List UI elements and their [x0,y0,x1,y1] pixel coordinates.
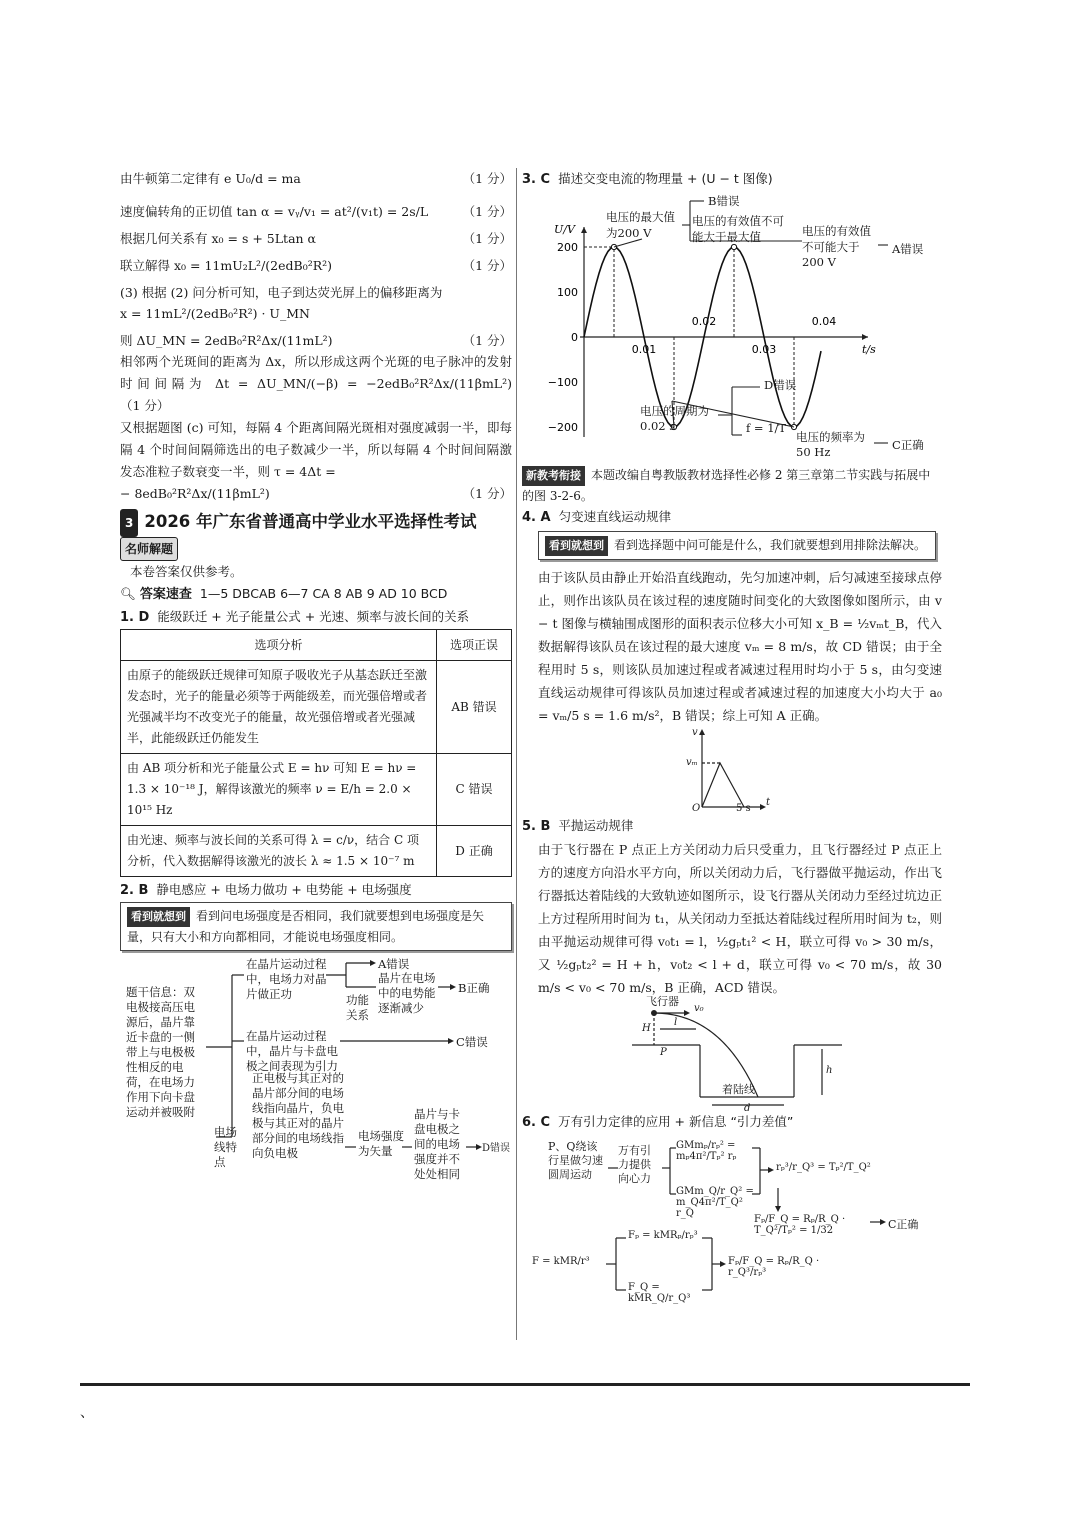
vt-v: v [692,727,698,738]
x-tick-label: 0.04 [811,315,837,328]
proj-craft: 飞行器 [646,995,679,1008]
mindmap-vector: 电场强度为矢量 [358,1129,404,1158]
label-c-correct: C正确 [892,438,924,452]
grav-F-P: Fₚ = kMRₚ/rₚ³ [628,1230,698,1241]
y-axis-label: U/V [554,223,575,236]
label-max-voltage: 电压的最大值为200 V [606,210,675,240]
eq-line-1: 由牛顿第二定律有 e U₀/d = ma （1 分） [120,171,512,186]
section-title: 3 2026 年广东省普通高中学业水平选择性考试 [120,508,512,537]
mindmap-a-wrong: A错误 [378,957,410,971]
think-tag: 看到就想到 [127,907,190,927]
teach-tag: 新教考衔接 [522,466,585,486]
mindmap-branch-3: 正电极与其正对的晶片部分间的电场线指向晶片，负电极与其正对的晶片部分间的电场线指向负电极 [252,1071,344,1160]
eq-line-4: 联立解得 x₀ = 11mU₂L²/(2edB₀²R²) （1 分） [120,258,512,273]
proj-l: l [674,1017,678,1028]
y-tick-label: 0 [571,331,578,344]
proj-P: P [660,1047,667,1058]
label-a-wrong: A错误 [892,242,924,256]
part3-paragraph-2: 又根据题图 (c) 可知，每隔 4 个距离间隔光斑相对强度减弱一半，即每隔 4 个时间间隔筛选出的电子数减少一半，所以每隔 4 个时间间隔激发态准粒子数衰变一半，则 τ = 4Δt = [120,420,512,479]
vt-vm: vₘ [686,757,698,768]
mindmap-branch-1-result: 晶片在电场中的电势能逐渐减少 [378,971,436,1015]
proj-h: h [826,1065,833,1076]
data-point [731,244,736,249]
part3-formula: x = 11mL²/(2edB₀²R²) · U_MN [120,306,310,321]
table-row: 由原子的能级跃迁规律可知原子吸收光子从基态跃迁至激发态时，光子的能量必须等于两能级差，而光强倍增或者光强减半均不改变光子的能量，故光强倍增或者光强减半，此能级跃迁仍能发生 AB 错误 [121,661,512,754]
y-tick-label: 200 [557,241,578,254]
q1-analysis-table [120,629,512,877]
x-tick-label: 0.02 [691,315,717,328]
q3-voltage-chart [522,191,942,457]
vt-origin: O [692,803,701,814]
mindmap-c-wrong: C错误 [456,1035,488,1049]
q3-heading: 3. C 描述交变电流的物理量 + (U − t 图像) [522,171,773,187]
vt-5s: 5 s [736,803,751,814]
mindmap-branch-2: 在晶片运动过程中，晶片与卡盘电极之间表现为引力 [246,1029,338,1073]
label-eff-not-greater: 电压的有效值不可能大于最大值 [692,214,784,244]
mindmap-branch-1: 在晶片运动过程中，电场力对晶片做正功 [246,957,327,1001]
quick-answers: 🔍︎ 答案速查 1—5 DBCAB 6—7 CA 8 AB 9 AD 10 BCD [120,586,448,602]
grav-c-correct: C正确 [888,1218,919,1231]
table-row: 由 AB 项分析和光子能量公式 E = hν 可知 E = hν = 1.3 × 10⁻¹⁸ J，解得该激光的频率 ν = E/h = 2.0 × 10¹⁵ Hz C 错误 [121,754,512,826]
mindmap-b-correct: B正确 [458,981,490,995]
footer-mark: 、 [80,1405,94,1421]
table-row: 由光速、频率与波长间的关系可得 λ = c/ν，结合 C 项分析，代入数据解得该激光的波长 λ ≈ 1.5 × 10⁻⁷ m D 正确 [121,826,512,877]
grav-F-Q: F_Q = kMR_Q/r_Q³ [628,1282,691,1304]
disclaimer: 本卷答案仅供参考。 [130,564,243,579]
grav-ratio-3: Fₚ/F_Q = Rₚ/R_Q · r_Q³/rₚ³ [728,1256,820,1278]
part3-paragraph: 相邻两个光斑间的距离为 Δx，所以形成这两个光斑的电子脉冲的发射时间间隔为 Δt = ΔU_MN/(−β) = −2edB₀²R²Δx/(11βmL²) （1 分） [120,354,512,413]
grav-eq-q: GMm_Q/r_Q² = m_Q4π²/T_Q² r_Q [676,1186,754,1219]
q4-heading: 4. A 匀变速直线运动规律 [522,509,672,525]
mindmap-root: 题干信息：双电极接高压电源后，晶片靠近卡盘的一侧带上与电极极性相反的电荷，在电场力作用下向卡盘运动并被吸附 [126,985,195,1119]
mindmap-func-rel: 功能关系 [346,993,369,1022]
x-axis-label: t/s [862,343,876,356]
y-tick-label: −100 [547,376,578,389]
part3-final: − 8edB₀²R²Δx/(11βmL²) （1 分） [120,486,512,501]
proj-H: H [642,1023,651,1034]
proj-landing-line: 着陆线 [722,1083,755,1096]
eq-line-3: 根据几何关系有 x₀ = s + 5Ltan α （1 分） [120,231,512,246]
label-period: 电压的周期为0.02 s [640,404,709,433]
q2-callout: 看到就想到 看到问电场强度是否相同，我们就要想到电场强度是矢量，只有大小和方向都相同，才能说电场强度相同。 [120,902,512,951]
label-b-wrong: B错误 [708,194,740,208]
part3-then: 则 ΔU_MN = 2edB₀²R²Δx/(11mL²) （1 分） [120,333,512,348]
q4-vt-graph [522,727,942,815]
column-divider [516,168,517,1340]
teaching-note: 新教考衔接 本题改编自粤教版教材选择性必修 2 第三章第二节实践与拓展中的图 3-2-6。 [522,468,931,503]
label-eff-200: 电压的有效值不可能大于200 V [802,224,871,269]
table-header-analysis: 选项分析 [121,630,437,661]
q5-heading: 5. B 平抛运动规律 [522,818,634,834]
q4-callout: 看到就想到 看到选择题中问可能是什么，我们就要想到用排除法解决。 [538,531,936,560]
grav-ratio-1: rₚ³/r_Q³ = Tₚ²/T_Q² [776,1162,871,1173]
y-axis-arrow [581,227,587,233]
famous-teacher-tag: 名师解题 [120,537,178,561]
mindmap-d-wrong: D错误 [482,1143,511,1154]
vt-graph-svg [522,727,942,815]
vt-t: t [766,797,771,808]
label-f-formula: f = 1/T [746,421,787,435]
footer-rule [80,1383,970,1386]
x-axis-arrow [862,334,868,340]
left-column [120,168,512,1209]
q6-heading: 6. C 万有引力定律的应用 + 新信息 “引力差值” [522,1114,794,1130]
y-tick-label: 100 [557,286,578,299]
table-header-verdict: 选项正误 [437,630,512,661]
grav-F: F = kMR/r³ [532,1256,590,1267]
grav-pq: P、Q绕该行星做匀速圆周运动 [548,1140,603,1181]
grav-eq-p: GMmₚ/rₚ² = mₚ4π²/Tₚ² rₚ [676,1140,737,1162]
mindmap-field-feature: 电场线特点 [214,1125,237,1169]
x-tick-label: 0.03 [751,343,777,356]
grav-central: 万有引力提供向心力 [618,1144,651,1185]
proj-d: d [744,1103,751,1114]
q1-heading: 1. D 能级跃迁 + 光子能量公式 + 光速、频率与波长间的关系 [120,609,470,625]
q6-gravity-diagram [522,1134,942,1312]
label-frequency: 电压的频率为50 Hz [796,430,865,459]
q5-paragraph: 由于飞行器在 P 点正上方关闭动力后只受重力，且飞行器经过 P 点正上方的速度方向沿水平方向，所以关闭动力后，飞行器做平抛运动，作出飞行器抵达着陆线的大致轨迹如图所示，设飞行器从关闭动力至经过坑边正上方过程所用时间为 t₁，从关闭动力至抵达着陆线过程所用时间为 t₂，则由平抛运动规律可得 v₀t₁ = l，½gₚt₁² < H，联立可得 v₀ > 30 m/s，又 ½gₚt₂² = H + h，v₀t₂ < l + d，联立可得 v₀ < 70 m/s，故 30 m/s < v₀ < 70 m/s，B 正确，ACD 错误。 [538,842,942,995]
section-number-badge: 3 [120,509,138,537]
q2-mindmap [120,957,512,1209]
y-tick-label: −200 [547,421,578,434]
q2-heading: 2. B 静电感应 + 电场力做功 + 电势能 + 电场强度 [120,882,412,898]
mindmap-branch-3-result: 晶片与卡盘电极之间的电场强度并不处处相同 [414,1107,460,1181]
q4-paragraph: 由于该队员由静止开始沿直线跑动，先匀加速冲刺，后匀减速至接球点停止，则作出该队员在该过程的速度随时间变化的大致图像如图所示，由 v − t 图像与横轴围成图形的面积表示位移大小可知 x_B = ½vₘt_B，代入数据解得该队员在该过程的最大速度 vₘ = 8 m/s，故 CD 错误；由于全程用时 5 s，则该队员加速过程或者减速过程用时均小于 5 s，由匀变速直线运动规律可得该队员加速过程或者减速过程的加速度大小均大于 a₀ = vₘ/5 s = 1.6 m/s²，B 错误；综上可知 A 正确。 [538,570,942,723]
search-icon: 🔍︎ [120,586,136,601]
grav-ratio-2: Fₚ/F_Q = Rₚ/R_Q · T_Q²/Tₚ² = 1/32 [754,1214,846,1236]
right-column [522,168,942,1312]
eq-line-2: 速度偏转角的正切值 tan α = vᵧ/v₁ = at²/(v₁t) = 2s/L （1 分） [120,204,512,219]
think-tag-q4: 看到就想到 [545,536,608,556]
label-d-wrong: D错误 [764,378,797,392]
proj-v0: v₀ [694,1003,704,1014]
q5-projectile-diagram [522,995,942,1114]
famous-teacher-tag-row [120,537,512,561]
part3-intro: (3) 根据 (2) 问分析可知，电子到达荧光屏上的偏移距离为 [120,285,443,300]
x-tick-label: 0.01 [631,343,657,356]
